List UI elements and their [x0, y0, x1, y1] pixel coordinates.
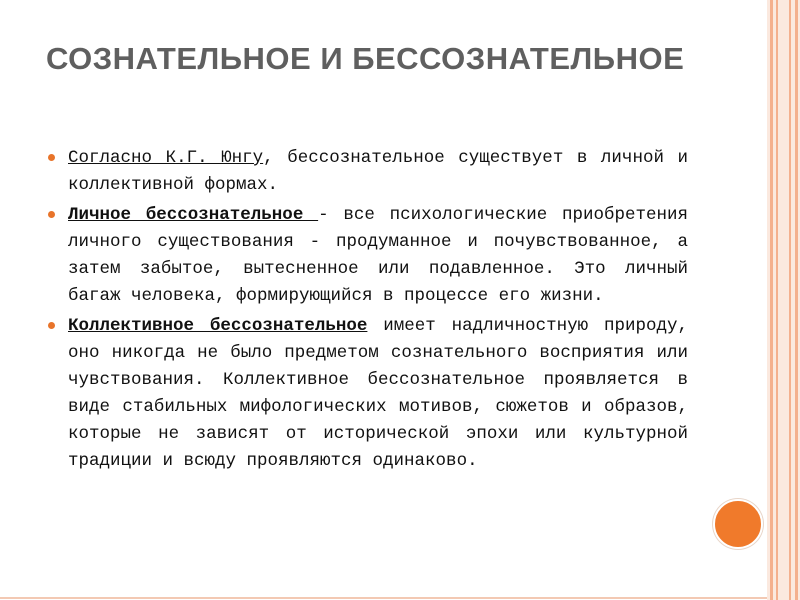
bullet-text: - все психологические приобретения личного существования - продуманное и почувствованное, а затем забытое, вытесненное или подавленное. Это личный багаж человека, формирующийся в процессе его жизни. [68, 205, 689, 306]
bullet-dot-icon [48, 322, 55, 329]
bullet-term: Личное бессознательное [68, 205, 319, 225]
bullet-text: имеет надличностную природу, оно никогда не было предметом сознательного восприятия или чувствования. Коллективное бессознательное проявляется в виде стабильных мифологических мотивов, сюжетов и образов, которые не зависят от исторической эпохи или культурной традиции и всюду проявляются одинаково. [68, 316, 688, 471]
bullet-text-underlined: Согласно К.Г. Юнгу [68, 148, 264, 168]
orange-circle-icon [713, 499, 763, 549]
decorative-stripe [795, 0, 798, 600]
decorative-stripe [776, 0, 778, 600]
decorative-stripe [789, 0, 791, 600]
slide-title: СОЗНАТЕЛЬНОЕ И БЕССОЗНАТЕЛЬНОЕ [46, 41, 685, 76]
bullet-dot-icon [48, 211, 55, 218]
bottom-divider [0, 597, 767, 599]
decorative-stripe [770, 0, 773, 600]
bullet-item [48, 202, 688, 310]
bullet-list [48, 145, 688, 478]
bullet-text: , бессознательное существует в личной и коллективной формах. [68, 148, 689, 195]
bullet-item [48, 313, 688, 475]
bullet-item [48, 145, 688, 199]
bullet-dot-icon [48, 154, 55, 161]
bullet-term: Коллективное бессознательное [68, 316, 368, 336]
